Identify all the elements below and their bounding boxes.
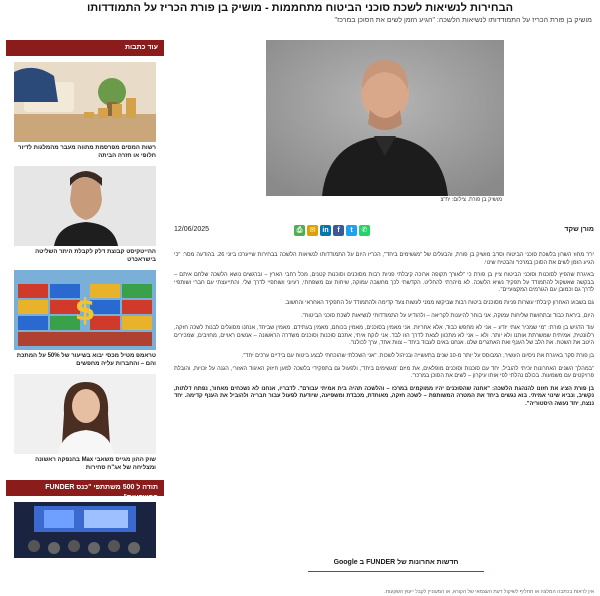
- share-bar: [294, 225, 370, 236]
- article-paragraph: בן פורת הציג את חזונו להנהגת הלשכה: "אחנה שהסוכנים יהיו ממוקמים במרכז – והלשכה תהיה בית אמיתי עבורם". לדבריו, אנחנו לא נשכחים מאחור, נפתח דלתות, נקשיב, ונביא שינוי אמיתי. בוא נגשים ביחד את המטרה המשותפת – לשכה חזקה, מאוחדת, מכבדת ומשפיעה, שיודעת לפעול עבור חבריה ולהוביל את הענף קדימה. יחד ננצח, יחד נעשה היסטוריה".: [174, 385, 594, 407]
- sidebar-card-caption: שוק ההון מגייס משאבי Max בהנפקה ראשונה ומצליחה של אג"ח סחירות: [35, 457, 156, 471]
- portrait-woman-image: [14, 374, 156, 454]
- linkedin-icon[interactable]: in: [320, 225, 331, 236]
- google-news-link[interactable]: חדשות אחרונות של FUNDER ב Google: [308, 559, 484, 572]
- sidebar-conference-header: תודה ל 500 משתתפי "כנס FUNDER ההשקעות": [6, 480, 164, 496]
- article-headline: הבחירות לנשיאות לשכת סוכני הביטוח מתחממות - מושיק בן פורת הכריז על התמודדותו: [86, 2, 514, 14]
- sidebar-card-caption: ההייטקיסט קבוצת דלק לקבלת היתר השליטה בישראכרט: [35, 249, 156, 263]
- print-icon[interactable]: ⎙: [294, 225, 305, 236]
- disclaimer: אין לראות בכתבה המלצה או תחליף לשיקול דעת העצמאי של הקורא, או המעוניין לקבל ייעוץ השקעות.: [384, 589, 594, 595]
- coins-image: [14, 62, 156, 142]
- article-paragraph: "במהלך השנים האחרונות זכיתי להוביל, יחד עם סוכנות וסוכנים מופלאים, את מיזם 'מגשימים ביחד', ולפעול גם בתפקידי בלשכה למען חיזוק האיגוד האזורי, הגנה על זכויות, והובלת פרויקטים עם משמעות. בכולם נהלתי לפי אותו עיקרון – לשים את הסוכן במרכז".: [174, 365, 594, 380]
- article-paragraph: היום, ביראת כבוד ובתחושת שליחות עמוקה, אני בוחר להיענות לקריאה – ולהודיע על התמודדותי לנשיאות לשכת סוכני הביטוח".: [301, 312, 594, 319]
- article-paragraph: בן פורת סקר באיגרת את ניסיונו העשיר, המבוסס על יותר מ-10 שנים בתעשייה ובניהול לשכות. "אני השכלתי שהוכחתי לבצע ביטוח עם בידיים ערכים יחד".: [241, 352, 594, 359]
- containers-image: [14, 270, 156, 350]
- sidebar-card[interactable]: [6, 374, 164, 472]
- email-icon[interactable]: ✉: [307, 225, 318, 236]
- article-subhead: מושיק בן פורת הכריז על התמודדותו לנשיאות הלשכה: "הגיע הזמן לשים את הסוכן במרכז": [334, 17, 592, 24]
- publish-date: 12/06/2025: [174, 226, 210, 233]
- article-paragraph: באיגרת שהפיץ לסוכנות וסוכני הביטוח ציין בן פורת כי "לאורך תקופה ארוכה קיבלתי פניות רבות מסוכנים וסוכנות קטנים, מכל רחבי הארץ – וברגשים נושא הלשכה שלחם איתם – בבקשה שאשקול להתמודד על תפקיד נשיא הלשכה. לא מיהרתי להחליט. הקדשתי לכך מחשבה עמוקה, שיחות עם משפחתי, רעיוני ושותפיי לדרך שלי. והתייעצתי עם חברי ושותפיי לדרך גם וכמובן עם הגורמים המקצועיים".: [174, 272, 594, 294]
- sidebar-card[interactable]: [6, 502, 164, 582]
- sidebar: [6, 40, 164, 582]
- article-paragraph: עוד הדגיש בן פורת: "מי שמכיר אותי יודע – אני לא מחפש כבוד, אלא אחריות. אני מאמין בסוכנים, מאמין בכוחם, מאמין בעתידם. מאמין שביחד, אנחנו מסוגלים לבנות לשכה חזקה, רלוונטית, אמיתית שמשרתת אותנו ולא יותר. ולא – אני לא מתכוון לצאת לדרך הזו לבד. אני לוקח איתי, אתכם סוכנות וסוכנים משדרה הראשונה – אנשים ראויים, מחויבים, שמכירים היטב את השטח. את הלב של הענף ואת האתגרים שלנו. אנחנו באים לעבוד ביחד – צוות אחד, ערך לכולנו".: [174, 325, 594, 347]
- article-paragraph: גם בשבוע האחרון קיבלתי עשרות פניות מסוכנים ביטוח רבות שביקשו ממני לעשות צעד קדימה ולהתמודד על התפקיד האחראי והחשוב.: [284, 299, 594, 306]
- author-name[interactable]: מורן שקד: [564, 226, 594, 233]
- whatsapp-icon[interactable]: ✆: [359, 225, 370, 236]
- sidebar-card-caption: רשות המסים מפרסמת מתווה מעבר מהמלגות לדיור חלופי או חזרה הביתה: [17, 145, 156, 159]
- facebook-icon[interactable]: f: [333, 225, 344, 236]
- sidebar-card-caption: טראמפ מטיל מכסי יבוא בשיעור של 50% על המתכת והם – והחברות עליה מחפשים: [16, 353, 156, 367]
- article-paragraph: יו"ר מחוז השרון בלשכת סוכני הביטוח וסו"ב מושיק בן פורת, והבעלים של "מגשימים ביחד", הכריז היום על התמודדותו לנשיאות הלשכה בבחירות שייערכו ביוני 26. בהודעה מסר: "כי הגיע הזמן לשים את הסוכן במרכז" והבטיח שינוי.: [174, 252, 594, 266]
- portrait-man-image: [14, 166, 156, 246]
- conference-image: [14, 502, 156, 582]
- article-body: [174, 252, 594, 414]
- photo-credit: מושיק בן פורת. צילום: יח"צ: [440, 197, 502, 203]
- twitter-icon[interactable]: t: [346, 225, 357, 236]
- article-meta: [174, 226, 594, 238]
- sidebar-card[interactable]: [6, 62, 164, 160]
- sidebar-header: עוד כתבות: [6, 40, 164, 56]
- svg-text:$: $: [74, 293, 96, 328]
- sidebar-card[interactable]: [6, 270, 164, 368]
- hero-portrait-image: [266, 40, 504, 196]
- sidebar-card[interactable]: [6, 166, 164, 264]
